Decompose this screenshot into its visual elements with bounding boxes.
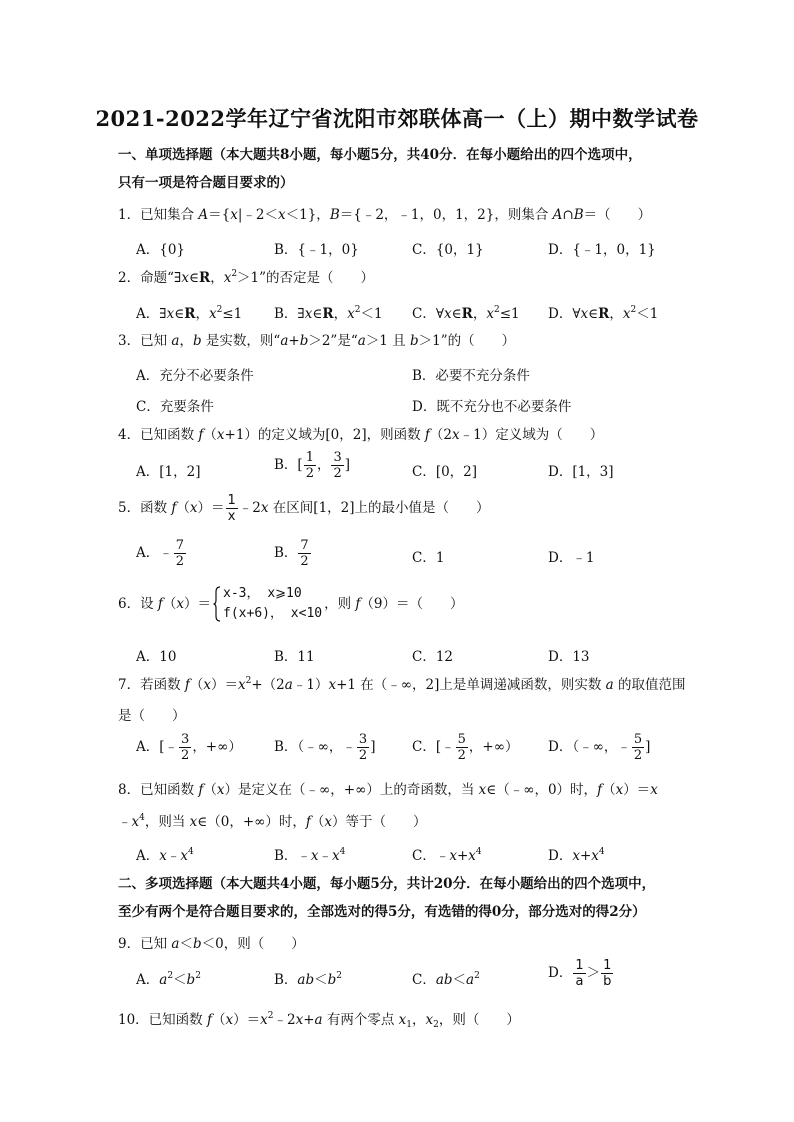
question-3: 3．已知 a，b 是实数，则“a+b＞2”是“a＞1 且 b＞1”的（ ） bbox=[118, 333, 516, 349]
q6-option-d[interactable]: D．13 bbox=[548, 649, 590, 665]
q1-option-d[interactable]: D．{﹣1，0，1} bbox=[548, 242, 656, 258]
question-7: 7．若函数 $f(x)=x^2+(2a﹣1)x+1$ 在（﹣∞，2]上是单调递减函数，则实数 a 的取值范围 bbox=[118, 676, 686, 693]
section-2-header bbox=[118, 870, 688, 926]
q7-option-c[interactable]: C．[﹣ $\frac{5}{2}$ ，+∞） bbox=[412, 732, 519, 763]
q7-option-a[interactable]: A．[﹣ $\frac{3}{2}$ ，+∞） bbox=[136, 732, 242, 763]
piece-1: x-3， x⩾10 bbox=[223, 586, 302, 601]
q8-option-b[interactable]: B．$﹣x﹣x^4$ bbox=[274, 847, 346, 864]
question-5: 5．函数 f（x）＝ $\frac{1}{x}$ ﹣2x 在区间[1，2]上的最小值是（ ） bbox=[118, 493, 490, 524]
section-2-line-2: 至少有两个是符合题目要求的，全部选对的得5分，有选错的得0分，部分选对的得2分） bbox=[118, 904, 646, 920]
section-1-line-2: 只有一项是符合题目要求的） bbox=[118, 175, 294, 191]
left-brace-icon bbox=[213, 586, 219, 622]
q9-option-b[interactable]: B．$ab<b^2$ bbox=[274, 971, 343, 988]
question-2: 2．命题“∃x∈R，$x^2>1$”的否定是（ ） bbox=[118, 269, 375, 286]
section-1-line-1: 一、单项选择题（本大题共8小题，每小题5分，共40分．在每小题给出的四个选项中， bbox=[118, 147, 642, 163]
q5-option-a[interactable]: A．﹣ $\frac{7}{2}$ bbox=[136, 538, 185, 569]
q6-option-a[interactable]: A．10 bbox=[136, 649, 177, 665]
q6-option-c[interactable]: C．12 bbox=[412, 649, 454, 665]
q3-option-c[interactable]: C．充要条件 bbox=[136, 399, 214, 415]
q6-option-b[interactable]: B．11 bbox=[274, 649, 315, 665]
q8-option-a[interactable]: A．$x﹣x^4$ bbox=[136, 847, 194, 864]
question-8: 8．已知函数 f（x）是定义在（﹣∞，+∞）上的奇函数，当 x∈（﹣∞，0）时，f（x）＝x bbox=[118, 782, 658, 798]
page-title: 2021-2022学年辽宁省沈阳市郊联体高一（上）期中数学试卷 bbox=[95, 106, 699, 131]
section-2-line-1: 二、多项选择题（本大题共4小题，每小题5分，共计20分．在每小题给出的四个选项中， bbox=[118, 876, 656, 892]
q1-option-b[interactable]: B．{﹣1，0} bbox=[274, 242, 359, 258]
q4-option-c[interactable]: C．[0，2] bbox=[412, 464, 478, 480]
q9-option-d[interactable]: D． $\frac{1}{a}$ ＞ $\frac{1}{b}$ bbox=[548, 958, 612, 989]
piecewise-function bbox=[213, 584, 322, 624]
q7-option-d[interactable]: D．（﹣∞，﹣ $\frac{5}{2}$ ] bbox=[548, 732, 651, 763]
q5-option-d[interactable]: D．﹣1 bbox=[548, 550, 595, 566]
q3-option-d[interactable]: D．既不充分也不必要条件 bbox=[412, 399, 572, 415]
question-9: 9．已知 a＜b＜0，则（ ） bbox=[118, 936, 305, 952]
q3-option-a[interactable]: A．充分不必要条件 bbox=[136, 368, 254, 384]
q1-option-a[interactable]: A．{0} bbox=[136, 242, 186, 258]
piece-2: f(x+6)， x<10 bbox=[223, 606, 323, 621]
question-8-cont: $﹣x^4$，则当 x∈（0，+∞）时，f（x）等于（ ） bbox=[118, 813, 427, 830]
section-1-header bbox=[118, 141, 688, 197]
q1-option-c[interactable]: C．{0，1} bbox=[412, 242, 484, 258]
question-10: 10．已知函数 $f(x)=x^2﹣2x+a$ 有两个零点 $x_1$，$x_2$，则（ ） bbox=[118, 1011, 520, 1030]
q8-option-d[interactable]: D．$x+x^4$ bbox=[548, 847, 605, 864]
q4-option-d[interactable]: D．[1，3] bbox=[548, 464, 614, 480]
q2-option-c[interactable]: C．∀x∈R，$x^2\le 1$ bbox=[412, 305, 520, 322]
q2-option-b[interactable]: B．∃x∈R，$x^2<1$ bbox=[274, 305, 383, 322]
q4-option-a[interactable]: A．[1，2] bbox=[136, 464, 201, 480]
q3-option-b[interactable]: B．必要不充分条件 bbox=[412, 368, 530, 384]
q9-option-a[interactable]: A．$a^2<b^2$ bbox=[136, 971, 201, 988]
q8-option-c[interactable]: C．$﹣x+x^4$ bbox=[412, 847, 482, 864]
q5-option-c[interactable]: C．1 bbox=[412, 550, 445, 566]
q4-option-b[interactable]: B．[ $\frac{1}{2}$ ， $\frac{3}{2}$ ] bbox=[274, 450, 351, 481]
question-1: 1．已知集合 A＝{x|﹣2＜x＜1}，B＝{﹣2，﹣1，0，1，2}，则集合 A∩B＝（ ） bbox=[118, 207, 652, 223]
q2-option-a[interactable]: A．∃x∈R，$x^2\le 1$ bbox=[136, 305, 243, 322]
q9-option-c[interactable]: C．$ab<a^2$ bbox=[412, 971, 480, 988]
question-7-cont: 是（ ） bbox=[118, 708, 186, 724]
question-6: 6．设 f（x）＝ x-3， x⩾10 f(x+6)， x<10 ，则 f（9）＝（ ） bbox=[118, 584, 688, 624]
q7-option-b[interactable]: B．（﹣∞，﹣ $\frac{3}{2}$ ] bbox=[274, 732, 376, 763]
q5-option-b[interactable]: B． $\frac{7}{2}$ bbox=[274, 538, 309, 569]
q2-option-d[interactable]: D．∀x∈R，$x^2<1$ bbox=[548, 305, 659, 322]
question-4: 4．已知函数 f（x+1）的定义域为[0，2]，则函数 f（2x﹣1）定义域为（ ） bbox=[118, 427, 604, 443]
